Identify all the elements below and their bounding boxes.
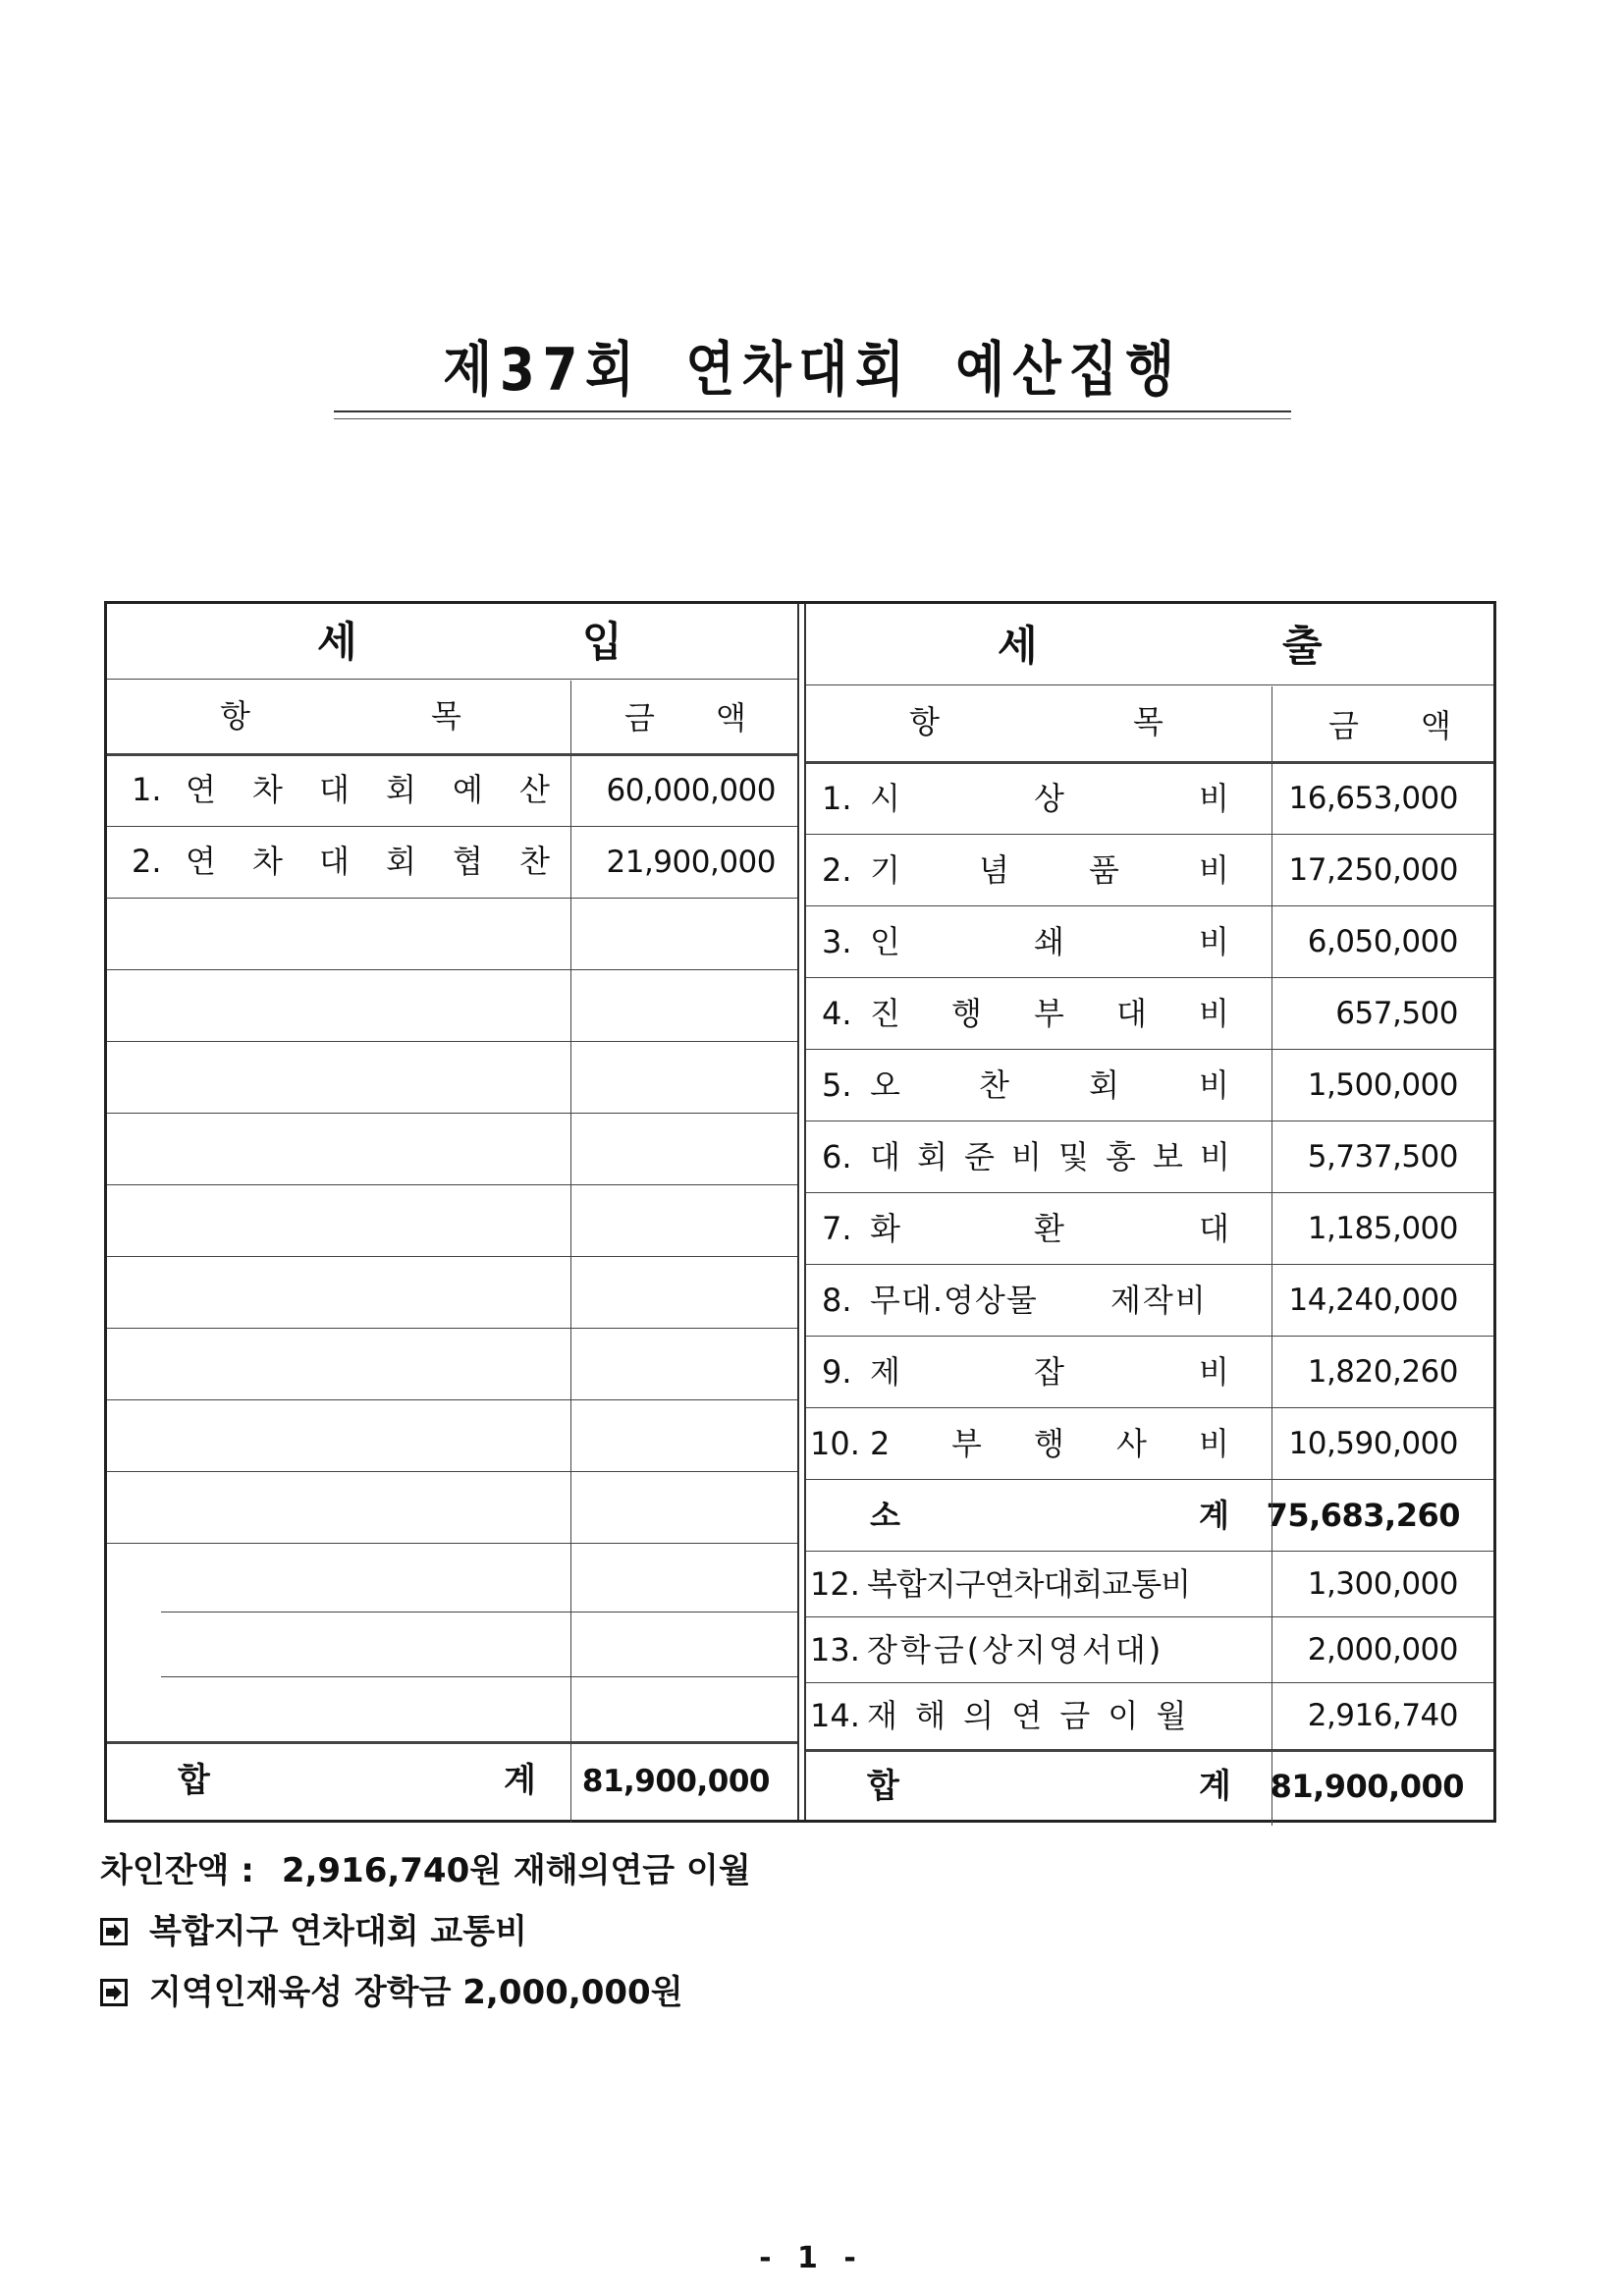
- row-divider: [107, 1471, 797, 1472]
- expense-row-4-amount: 657,500: [1335, 995, 1458, 1031]
- income-row-1-num: 1.: [132, 771, 162, 808]
- expense-row-char: 오: [870, 1066, 900, 1104]
- expense-col-amount-1: 금: [1328, 707, 1359, 744]
- expense-row-char: 제: [870, 1353, 900, 1391]
- expense-row-num: 7.: [822, 1210, 852, 1247]
- expense-row-14-amount: 2,916,740: [1307, 1697, 1458, 1733]
- expense-panel: [806, 604, 1493, 1820]
- expense-row-num: 1.: [822, 780, 852, 817]
- expense-row-char: 비: [1199, 1353, 1229, 1391]
- bullet-note-1: [100, 1901, 751, 1962]
- row-divider: [161, 1612, 797, 1613]
- bullet-2-text: 지역인재육성 장학금 2,000,000원: [149, 1973, 683, 2012]
- expense-total-amount: 81,900,000: [1270, 1768, 1464, 1805]
- arrow-box-icon: [100, 1979, 128, 2006]
- row-divider: [107, 1184, 797, 1185]
- balance-value: 2,916,740원 재해의연금 이월: [281, 1851, 751, 1890]
- income-row-2-char: 대: [319, 843, 350, 880]
- balance-label: 차인잔액 :: [100, 1851, 254, 1890]
- expense-col-amount-2: 액: [1421, 707, 1451, 744]
- expense-row-10-item: [806, 1408, 1271, 1479]
- income-row-1-char: 연: [186, 771, 216, 808]
- expense-row-char: 품: [1089, 851, 1119, 889]
- notes-block: [100, 1840, 751, 2023]
- row-divider: [107, 898, 797, 899]
- expense-section-header: [806, 604, 1493, 684]
- expense-row-7-item: [806, 1193, 1271, 1264]
- row-divider: [107, 1328, 797, 1329]
- expense-row-char: 찬: [979, 1066, 1009, 1104]
- expense-row-num: 8.: [822, 1282, 852, 1319]
- income-section-label-1: 세: [317, 618, 357, 666]
- income-col-item-header: [107, 681, 570, 753]
- expense-row-1-amount: 16,653,000: [1288, 780, 1458, 816]
- row-divider: [107, 1041, 797, 1042]
- income-row-2-char: 찬: [519, 843, 550, 880]
- expense-row-char: 비: [1011, 1138, 1042, 1175]
- income-expense-divider: [797, 604, 806, 1820]
- expense-row-6-amount: 5,737,500: [1307, 1138, 1458, 1175]
- expense-row-num: 6.: [822, 1138, 852, 1175]
- expense-row-char: 비: [1199, 923, 1229, 960]
- expense-row-6-item: [806, 1121, 1271, 1192]
- row-divider: [107, 969, 797, 970]
- expense-col-item-1: 항: [909, 703, 940, 740]
- income-col-item-1: 항: [220, 697, 250, 735]
- income-row-1-char: 차: [252, 771, 283, 808]
- income-col-amount-1: 금: [624, 699, 655, 737]
- expense-row-char: 부: [951, 1425, 982, 1462]
- income-row-1-amount: 60,000,000: [606, 772, 776, 808]
- expense-row-char: 행: [1034, 1425, 1064, 1462]
- expense-row-char: 화: [870, 1210, 900, 1247]
- income-header-divider: [107, 679, 797, 680]
- expense-header-divider: [806, 684, 1493, 685]
- expense-row-char: 기: [870, 851, 900, 889]
- expense-row-2-amount: 17,250,000: [1288, 851, 1458, 888]
- expense-row-13-amount: 2,000,000: [1307, 1631, 1458, 1667]
- expense-row-char: 인: [870, 923, 900, 960]
- income-col-item-2: 목: [431, 697, 461, 735]
- expense-row-5-item: [806, 1050, 1271, 1121]
- expense-subtotal-label-1: 소: [870, 1497, 900, 1534]
- expense-row-char: 상: [1034, 780, 1064, 817]
- income-row-1-char: 회: [386, 771, 416, 808]
- row-divider: [107, 1543, 797, 1544]
- expense-row-9-amount: 1,820,260: [1307, 1353, 1458, 1390]
- expense-row-char: 잡: [1034, 1353, 1064, 1391]
- income-row-1-char: 예: [453, 771, 483, 808]
- expense-row-char: 홍: [1106, 1138, 1136, 1175]
- bullet-1-text: 복합지구 연차대회 교통비: [149, 1912, 527, 1951]
- expense-row-12-amount: 1,300,000: [1307, 1565, 1458, 1602]
- expense-row-num: 12.: [810, 1565, 860, 1603]
- expense-row-7-amount: 1,185,000: [1307, 1210, 1458, 1246]
- expense-row-text: 재 해 의 연 금 이 월: [867, 1697, 1191, 1734]
- expense-row-char: 부: [1034, 995, 1064, 1032]
- income-row-2-char: 회: [386, 843, 416, 880]
- expense-row-3-item: [806, 906, 1271, 977]
- income-col-amount-2: 액: [716, 699, 746, 737]
- arrow-box-icon: [100, 1918, 128, 1945]
- income-row-2-char: 차: [252, 843, 283, 880]
- expense-total-label-1: 합: [867, 1767, 899, 1806]
- expense-row-3-amount: 6,050,000: [1307, 923, 1458, 959]
- expense-row-text: 복합지구연차대회교통비: [867, 1565, 1191, 1603]
- expense-row-char: 회: [1089, 1066, 1119, 1104]
- expense-row-text: 장학금(상지영서대): [867, 1631, 1164, 1668]
- row-divider: [107, 1113, 797, 1114]
- expense-row-num: 2.: [822, 851, 852, 889]
- expense-row-char: 비: [1200, 1138, 1230, 1175]
- expense-row-num: 3.: [822, 923, 852, 960]
- income-total-label-1: 합: [178, 1761, 210, 1800]
- expense-row-char: 진: [870, 995, 900, 1032]
- bullet-note-2: [100, 1962, 751, 2023]
- expense-row-12-item: [806, 1552, 1271, 1616]
- expense-row-char: 비: [1199, 1066, 1229, 1104]
- expense-row-num: 4.: [822, 995, 852, 1032]
- expense-row-13-item: [806, 1617, 1271, 1682]
- income-section-label-2: 입: [582, 618, 622, 666]
- balance-note: [100, 1840, 751, 1901]
- income-row-2-num: 2.: [132, 843, 162, 880]
- expense-row-char: 쇄: [1034, 923, 1064, 960]
- page-title: 제37회 연차대회 예산집행: [443, 336, 1182, 405]
- expense-row-char: 2: [870, 1425, 891, 1462]
- expense-row-char: 및: [1058, 1138, 1089, 1175]
- expense-row-num: 13.: [810, 1631, 860, 1668]
- expense-total-label: [806, 1752, 1271, 1821]
- income-total-label: [107, 1744, 570, 1820]
- expense-section-label-2: 출: [1282, 622, 1323, 670]
- expense-row-char: 무대.영상물: [870, 1282, 1038, 1319]
- expense-row-14-item: [806, 1683, 1271, 1748]
- income-total-amount: 81,900,000: [581, 1764, 770, 1799]
- expense-row-num: 10.: [810, 1425, 860, 1462]
- expense-row-char: 대: [870, 1138, 900, 1175]
- expense-section-label-1: 세: [998, 622, 1038, 670]
- expense-row-char: 비: [1199, 1425, 1229, 1462]
- expense-subtotal-amount: 75,683,260: [1266, 1497, 1460, 1534]
- budget-table: [104, 601, 1496, 1823]
- expense-row-4-item: [806, 978, 1271, 1049]
- expense-row-char: 대: [1199, 1210, 1229, 1247]
- expense-col-item-2: 목: [1133, 703, 1163, 740]
- expense-row-char: 행: [951, 995, 982, 1032]
- expense-row-char: 념: [979, 851, 1009, 889]
- income-row-2-char: 연: [186, 843, 216, 880]
- expense-row-num: 9.: [822, 1353, 852, 1391]
- expense-row-1-item: [806, 763, 1271, 834]
- expense-row-2-item: [806, 835, 1271, 905]
- income-row-2-amount: 21,900,000: [606, 844, 776, 880]
- income-row-1-item: [107, 755, 570, 826]
- expense-col-item-header: [806, 686, 1271, 759]
- expense-row-char: 환: [1034, 1210, 1064, 1247]
- income-row-2-item: [107, 827, 570, 898]
- income-row-2-char: 협: [453, 843, 483, 880]
- expense-row-5-amount: 1,500,000: [1307, 1066, 1458, 1103]
- income-section-header: [107, 604, 797, 679]
- income-col-amount-header: [570, 681, 797, 753]
- income-total-label-2: 계: [504, 1761, 536, 1800]
- income-col-divider: [570, 681, 571, 1823]
- expense-row-char: 보: [1153, 1138, 1183, 1175]
- expense-row-char: 사: [1116, 1425, 1147, 1462]
- income-panel: [107, 604, 797, 1820]
- row-divider: [161, 1676, 797, 1677]
- row-divider: [107, 1256, 797, 1257]
- expense-total-label-2: 계: [1199, 1767, 1231, 1806]
- expense-row-char: 비: [1199, 995, 1229, 1032]
- row-divider: [107, 1399, 797, 1400]
- expense-row-char: 시: [870, 780, 900, 817]
- expense-row-9-item: [806, 1337, 1271, 1407]
- expense-row-char: 제작비: [1110, 1282, 1208, 1319]
- expense-row-char: 비: [1199, 780, 1229, 817]
- page-number: - 1 -: [759, 2241, 864, 2275]
- expense-col-divider: [1271, 686, 1272, 1826]
- expense-row-char: 대: [1116, 995, 1147, 1032]
- expense-row-num: 14.: [810, 1697, 860, 1734]
- expense-row-char: 준: [964, 1138, 995, 1175]
- expense-subtotal-label: [806, 1480, 1271, 1551]
- expense-row-num: 5.: [822, 1066, 852, 1104]
- expense-row-8-amount: 14,240,000: [1288, 1282, 1458, 1318]
- expense-subtotal-label-2: 계: [1199, 1497, 1229, 1534]
- expense-col-amount-header: [1271, 686, 1493, 759]
- expense-row-char: 회: [917, 1138, 947, 1175]
- income-row-1-char: 산: [519, 771, 550, 808]
- title-underline: [334, 410, 1291, 419]
- expense-row-char: 비: [1199, 851, 1229, 889]
- income-row-1-char: 대: [319, 771, 350, 808]
- expense-row-10-amount: 10,590,000: [1288, 1425, 1458, 1461]
- expense-row-8-item: [806, 1265, 1271, 1336]
- document-title-block: [334, 332, 1291, 420]
